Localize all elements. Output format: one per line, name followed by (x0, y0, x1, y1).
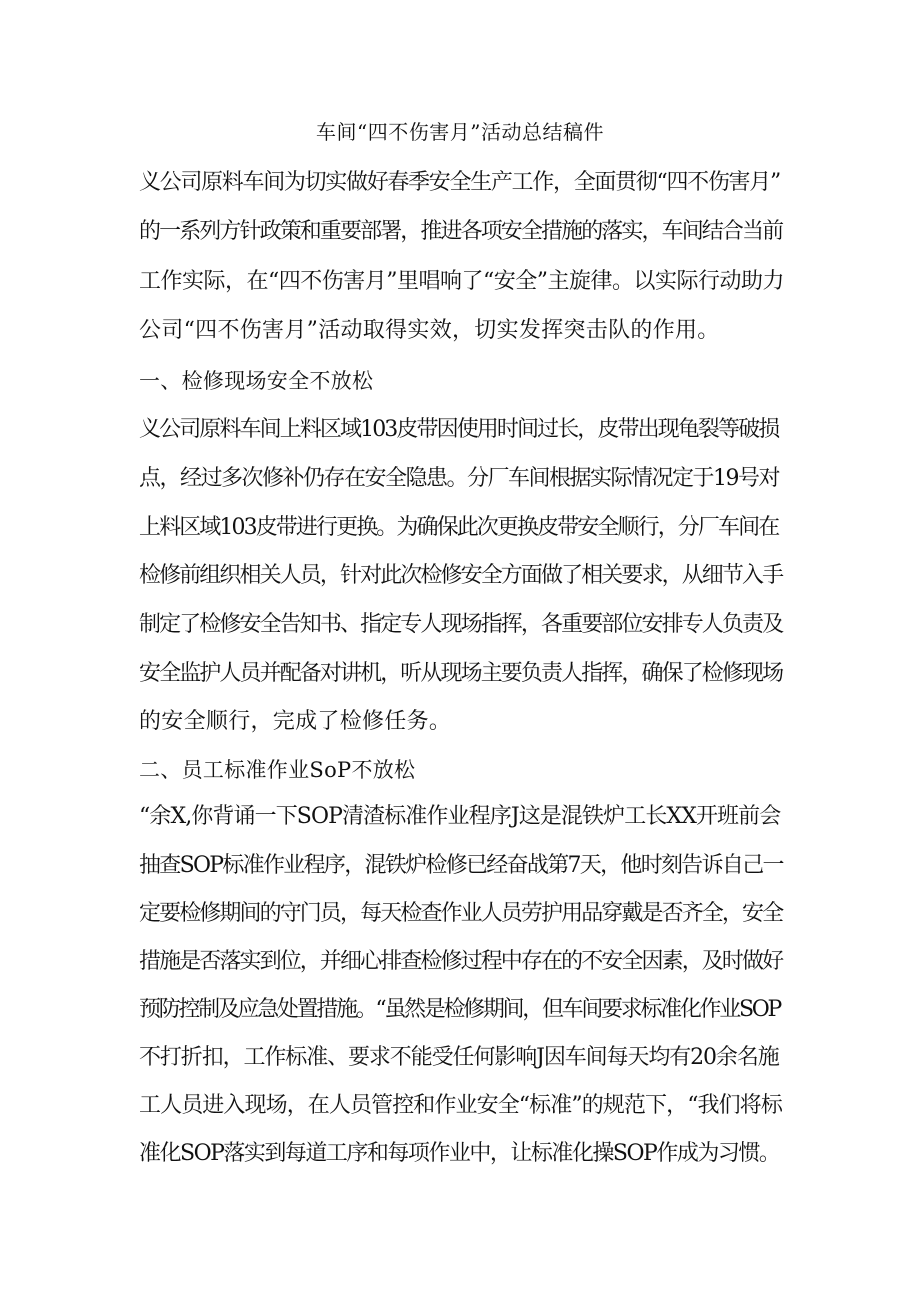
body-line: 预防控制及应急处置措施。“虽然是检修期间，但车间要求标准化作业SOP (139, 997, 780, 1022)
body-line: 工作实际，在“四不伤害月”里唱响了“安全”主旋律。以实际行动助力 (139, 269, 784, 294)
body-line: 定要检修期间的守门员，每天检查作业人员劳护用品穿戴是否齐全，安全 (139, 901, 783, 926)
body-line: 点，经过多次修补仍存在安全隐患。分厂车间根据实际情况定于19号对 (139, 466, 779, 491)
body-line: 抽查SOP标准作业程序，混铁炉检修已经奋战第7天，他时刻告诉自己一 (139, 853, 783, 878)
section-heading: 二、员工标准作业SoP不放松 (139, 758, 416, 782)
body-line: 准化SOP落实到每道工序和每项作业中，让标准化操SOP作成为习惯。 (139, 1141, 780, 1166)
body-line: 检修前组织相关人员，针对此次检修安全方面做了相关要求，从细节入手 (139, 563, 783, 588)
body-line: 措施是否落实到位，并细心排查检修过程中存在的不安全因素，及时做好 (139, 949, 783, 974)
body-line: 工人员进入现场，在人员管控和作业安全“标准”的规范下，“我们将标 (139, 1093, 782, 1118)
document-title: 车间“四不伤害月”活动总结稿件 (316, 120, 604, 144)
body-line: 公司“四不伤害月”活动取得实效，切实发挥突击队的作用。 (139, 318, 720, 343)
body-line: 的安全顺行，完成了检修任务。 (139, 709, 452, 734)
body-line: 不打折扣，工作标准、要求不能受任何影响J因车间每天均有20余名施 (139, 1045, 779, 1070)
body-line: 义公司原料车间上料区域103皮带因使用时间过长，皮带出现龟裂等破损 (139, 417, 779, 442)
body-line: “余X,你背诵一下SOP清渣标准作业程序J这是混铁炉工长XX开班前会 (139, 804, 781, 829)
body-line: 上料区域103皮带进行更换。为确保此次更换皮带安全顺行，分厂车间在 (139, 515, 779, 540)
body-line: 义公司原料车间为切实做好春季安全生产工作，全面贯彻“四不伤害月” (139, 170, 780, 195)
body-line: 制定了检修安全告知书、指定专人现场指挥，各重要部位安排专人负责及 (139, 612, 783, 637)
body-line: 安全监护人员并配备对讲机，听从现场主要负责人指挥，确保了检修现场 (139, 661, 783, 686)
body-line: 的一系列方针政策和重要部署，推进各项安全措施的落实，车间结合当前 (139, 219, 783, 244)
section-heading: 一、检修现场安全不放松 (139, 369, 374, 393)
